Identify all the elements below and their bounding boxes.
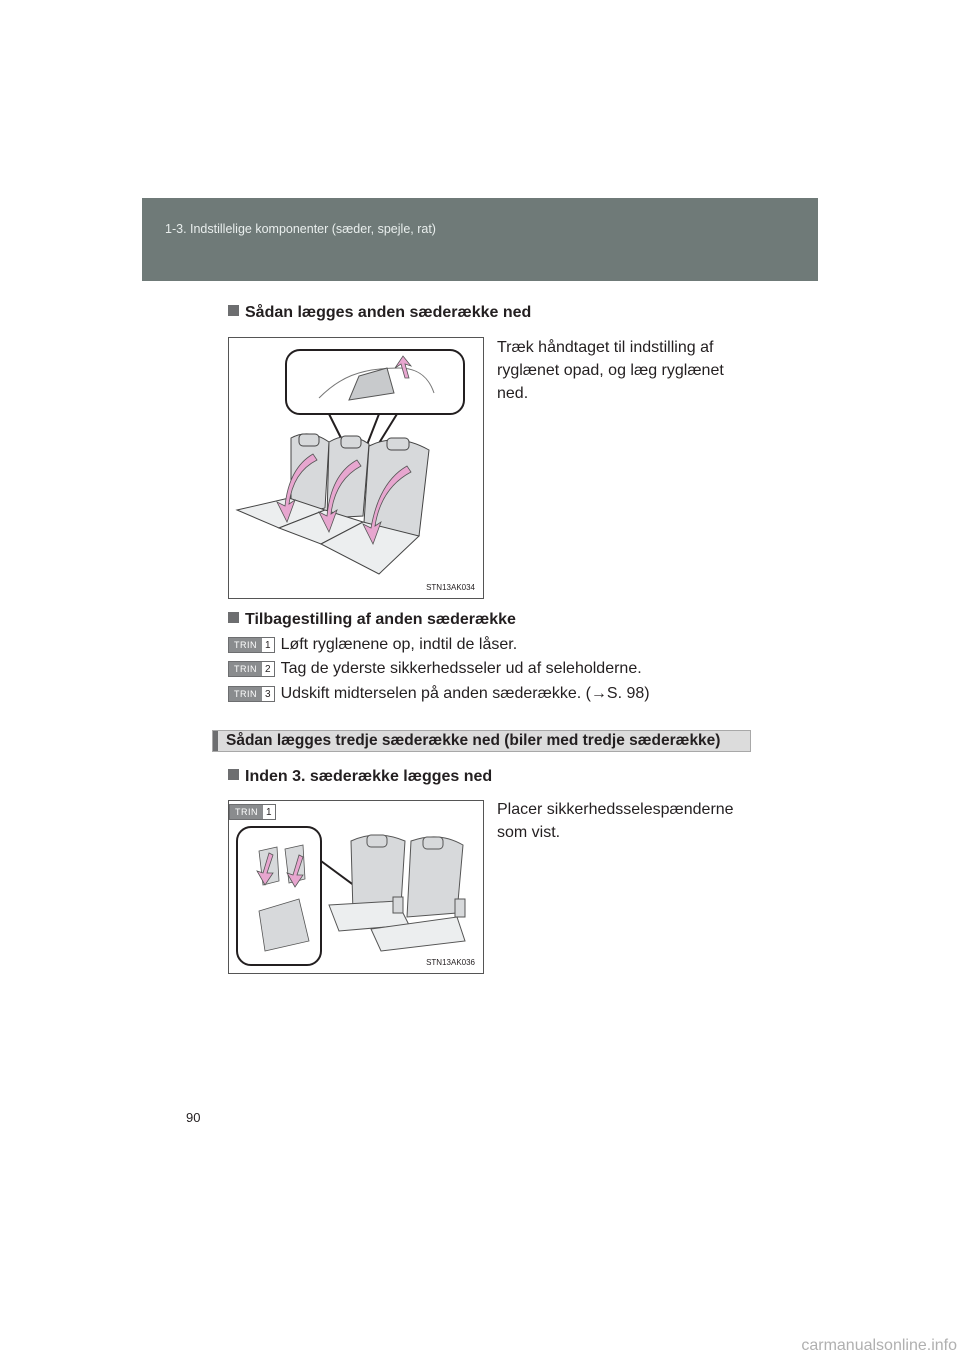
paragraph-line: som vist.	[497, 824, 561, 841]
step-text: Løft ryglænene op, indtil de låser.	[280, 636, 518, 653]
section3-paragraph	[497, 798, 743, 844]
section1-paragraph	[497, 336, 743, 405]
step-badge-label: TRIN	[229, 662, 262, 676]
figure-step-badge	[229, 803, 282, 821]
step-badge	[229, 804, 276, 820]
section-heading-text: Inden 3. sæderække lægges ned	[245, 768, 493, 785]
section-heading-text: Tilbagestilling af anden sæderække	[245, 611, 516, 628]
section-title-bar	[212, 730, 751, 752]
step-badge-number: 1	[262, 638, 274, 652]
section-heading	[228, 768, 492, 786]
step-badge-label: TRIN	[229, 638, 262, 652]
paragraph-line: Træk håndtaget til indstilling af	[497, 339, 714, 356]
header-title: 1-3. Indstillelige komponenter (sæder, spejle, rat)	[165, 222, 436, 236]
buckle-illustration	[229, 801, 483, 973]
step-badge	[228, 637, 275, 653]
watermark: carmanualsonline.info	[801, 1337, 957, 1354]
figure-code: STN13AK034	[426, 583, 475, 592]
figure-code: STN13AK036	[426, 958, 475, 967]
figure-seats-folding	[228, 337, 484, 599]
square-bullet-icon	[228, 769, 239, 780]
step-badge	[228, 661, 275, 677]
step-item	[228, 685, 650, 703]
page-header	[142, 198, 818, 281]
step-badge-number: 1	[263, 805, 275, 819]
paragraph-line: ned.	[497, 385, 529, 402]
section-title-bar-text: Sådan lægges tredje sæderække ned (biler med tredje sæderække)	[226, 732, 721, 749]
paragraph-line: Placer sikkerhedsselespænderne	[497, 801, 734, 818]
paragraph-line: ryglænet opad, og læg ryglænet	[497, 362, 724, 379]
section-heading	[228, 304, 531, 322]
step-badge-number: 3	[262, 687, 274, 701]
figure-buckles	[228, 800, 484, 974]
section-heading	[228, 611, 516, 629]
seat-fold-illustration	[229, 338, 483, 598]
step-badge-label: TRIN	[230, 805, 263, 819]
square-bullet-icon	[228, 305, 239, 316]
step-badge-number: 2	[262, 662, 274, 676]
square-bullet-icon	[228, 612, 239, 623]
step-text: Udskift midterselen på anden sæderække. (→S. 98)	[280, 685, 650, 702]
page-number: 90	[186, 1110, 201, 1125]
section-heading-text: Sådan lægges anden sæderække ned	[245, 304, 532, 321]
step-item	[228, 660, 642, 678]
step-badge-label: TRIN	[229, 687, 262, 701]
step-badge	[228, 686, 275, 702]
step-item	[228, 636, 517, 654]
step-text: Tag de yderste sikkerhedsseler ud af seleholderne.	[280, 660, 642, 677]
